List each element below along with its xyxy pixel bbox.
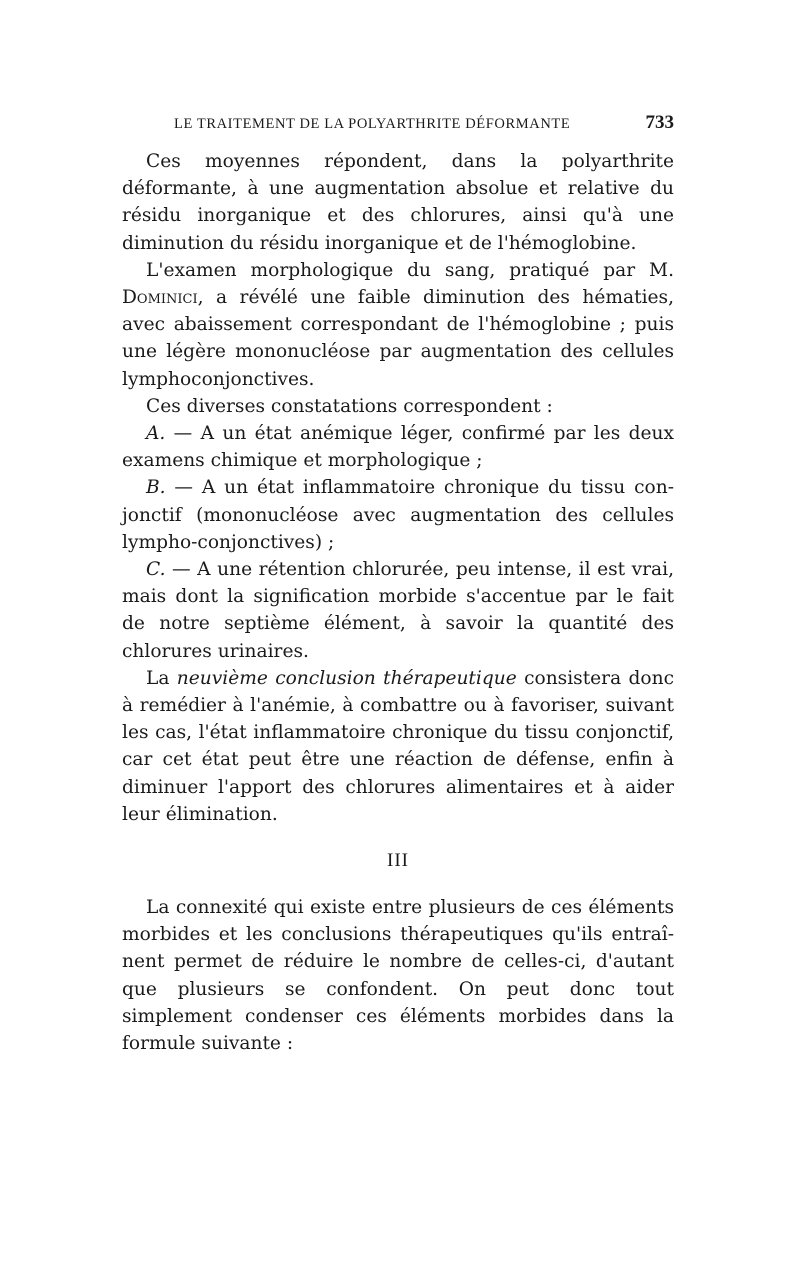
author-name: Dominici: [122, 287, 198, 309]
paragraph-conclusion: [122, 665, 674, 828]
paragraph-text: Ces moyennes répondent, dans la polyarthrite déformante, à une augmentation absolue et relative du résidu inorganique et des chlorures, ainsi qu'à une diminution du résidu inorganique et de l'hémoglobine.: [122, 151, 674, 254]
running-head: [122, 112, 674, 140]
conclusion-term: neuvième conclusion thérapeutique: [176, 667, 517, 689]
list-item-a: [122, 420, 674, 474]
list-item-text: — A un état inflammatoire chronique du tissu conjonctif (mononucléose avec augmentation des cellules lympho-conjonctives) ;: [122, 477, 674, 553]
list-marker-c: C.: [146, 559, 166, 581]
paragraph-text-start: L'examen morphologique du sang, pratiqué par M.: [146, 259, 674, 281]
paragraph-text: La connexité qui existe entre plusieurs de ces éléments morbides et les conclusions thérapeutiques qu'ils entraînent permet de réduire le nombre de celles-ci, d'autant que plusieurs se confondent. On peut donc tout simplement condenser ces éléments morbides dans la formule suivante :: [122, 897, 674, 1055]
page-number: 733: [645, 112, 674, 133]
paragraph-averages: [122, 148, 674, 257]
book-page: [122, 112, 674, 1057]
list-marker-a: A.: [146, 423, 166, 445]
running-title: LE TRAITEMENT DE LA POLYARTHRITE DÉFORMANTE: [174, 116, 571, 132]
list-item-b: [122, 474, 674, 556]
paragraph-text-start: La: [146, 667, 177, 689]
paragraph-text: Ces diverses constatations correspondent :: [146, 395, 553, 417]
list-item-text: — A un état anémique léger, confirmé par les deux examens chimique et morphologique ;: [122, 423, 674, 472]
list-item-c: [122, 556, 674, 665]
paragraph-correspondences: [122, 393, 674, 420]
paragraph-connexity: [122, 894, 674, 1057]
body-text: [122, 148, 674, 1057]
section-heading: III: [387, 850, 409, 872]
list-marker-b: B.: [146, 477, 166, 499]
paragraph-text-end: consistera donc à remédier à l'anémie, à combattre ou à favoriser, suivant les cas, l'état inflammatoire chronique du tissu conjonctif, car cet état peut être une réaction de défense, enfin à diminuer l'apport des chlorures alimentaires et à aider leur élimination.: [122, 667, 674, 825]
paragraph-text-end: , a révélé une faible diminution des hématies, avec abaissement correspondant de l'hémoglobine ; puis une légère mononucléose par augmentation des cellules lymphoconjonctives.: [122, 287, 674, 390]
paragraph-morphology: [122, 257, 674, 393]
list-item-text: — A une rétention chlorurée, peu intense, il est vrai, mais dont la signification morbide s'accentue par le fait de notre septième élément, à savoir la quantité des chlorures urinaires.: [122, 559, 674, 662]
